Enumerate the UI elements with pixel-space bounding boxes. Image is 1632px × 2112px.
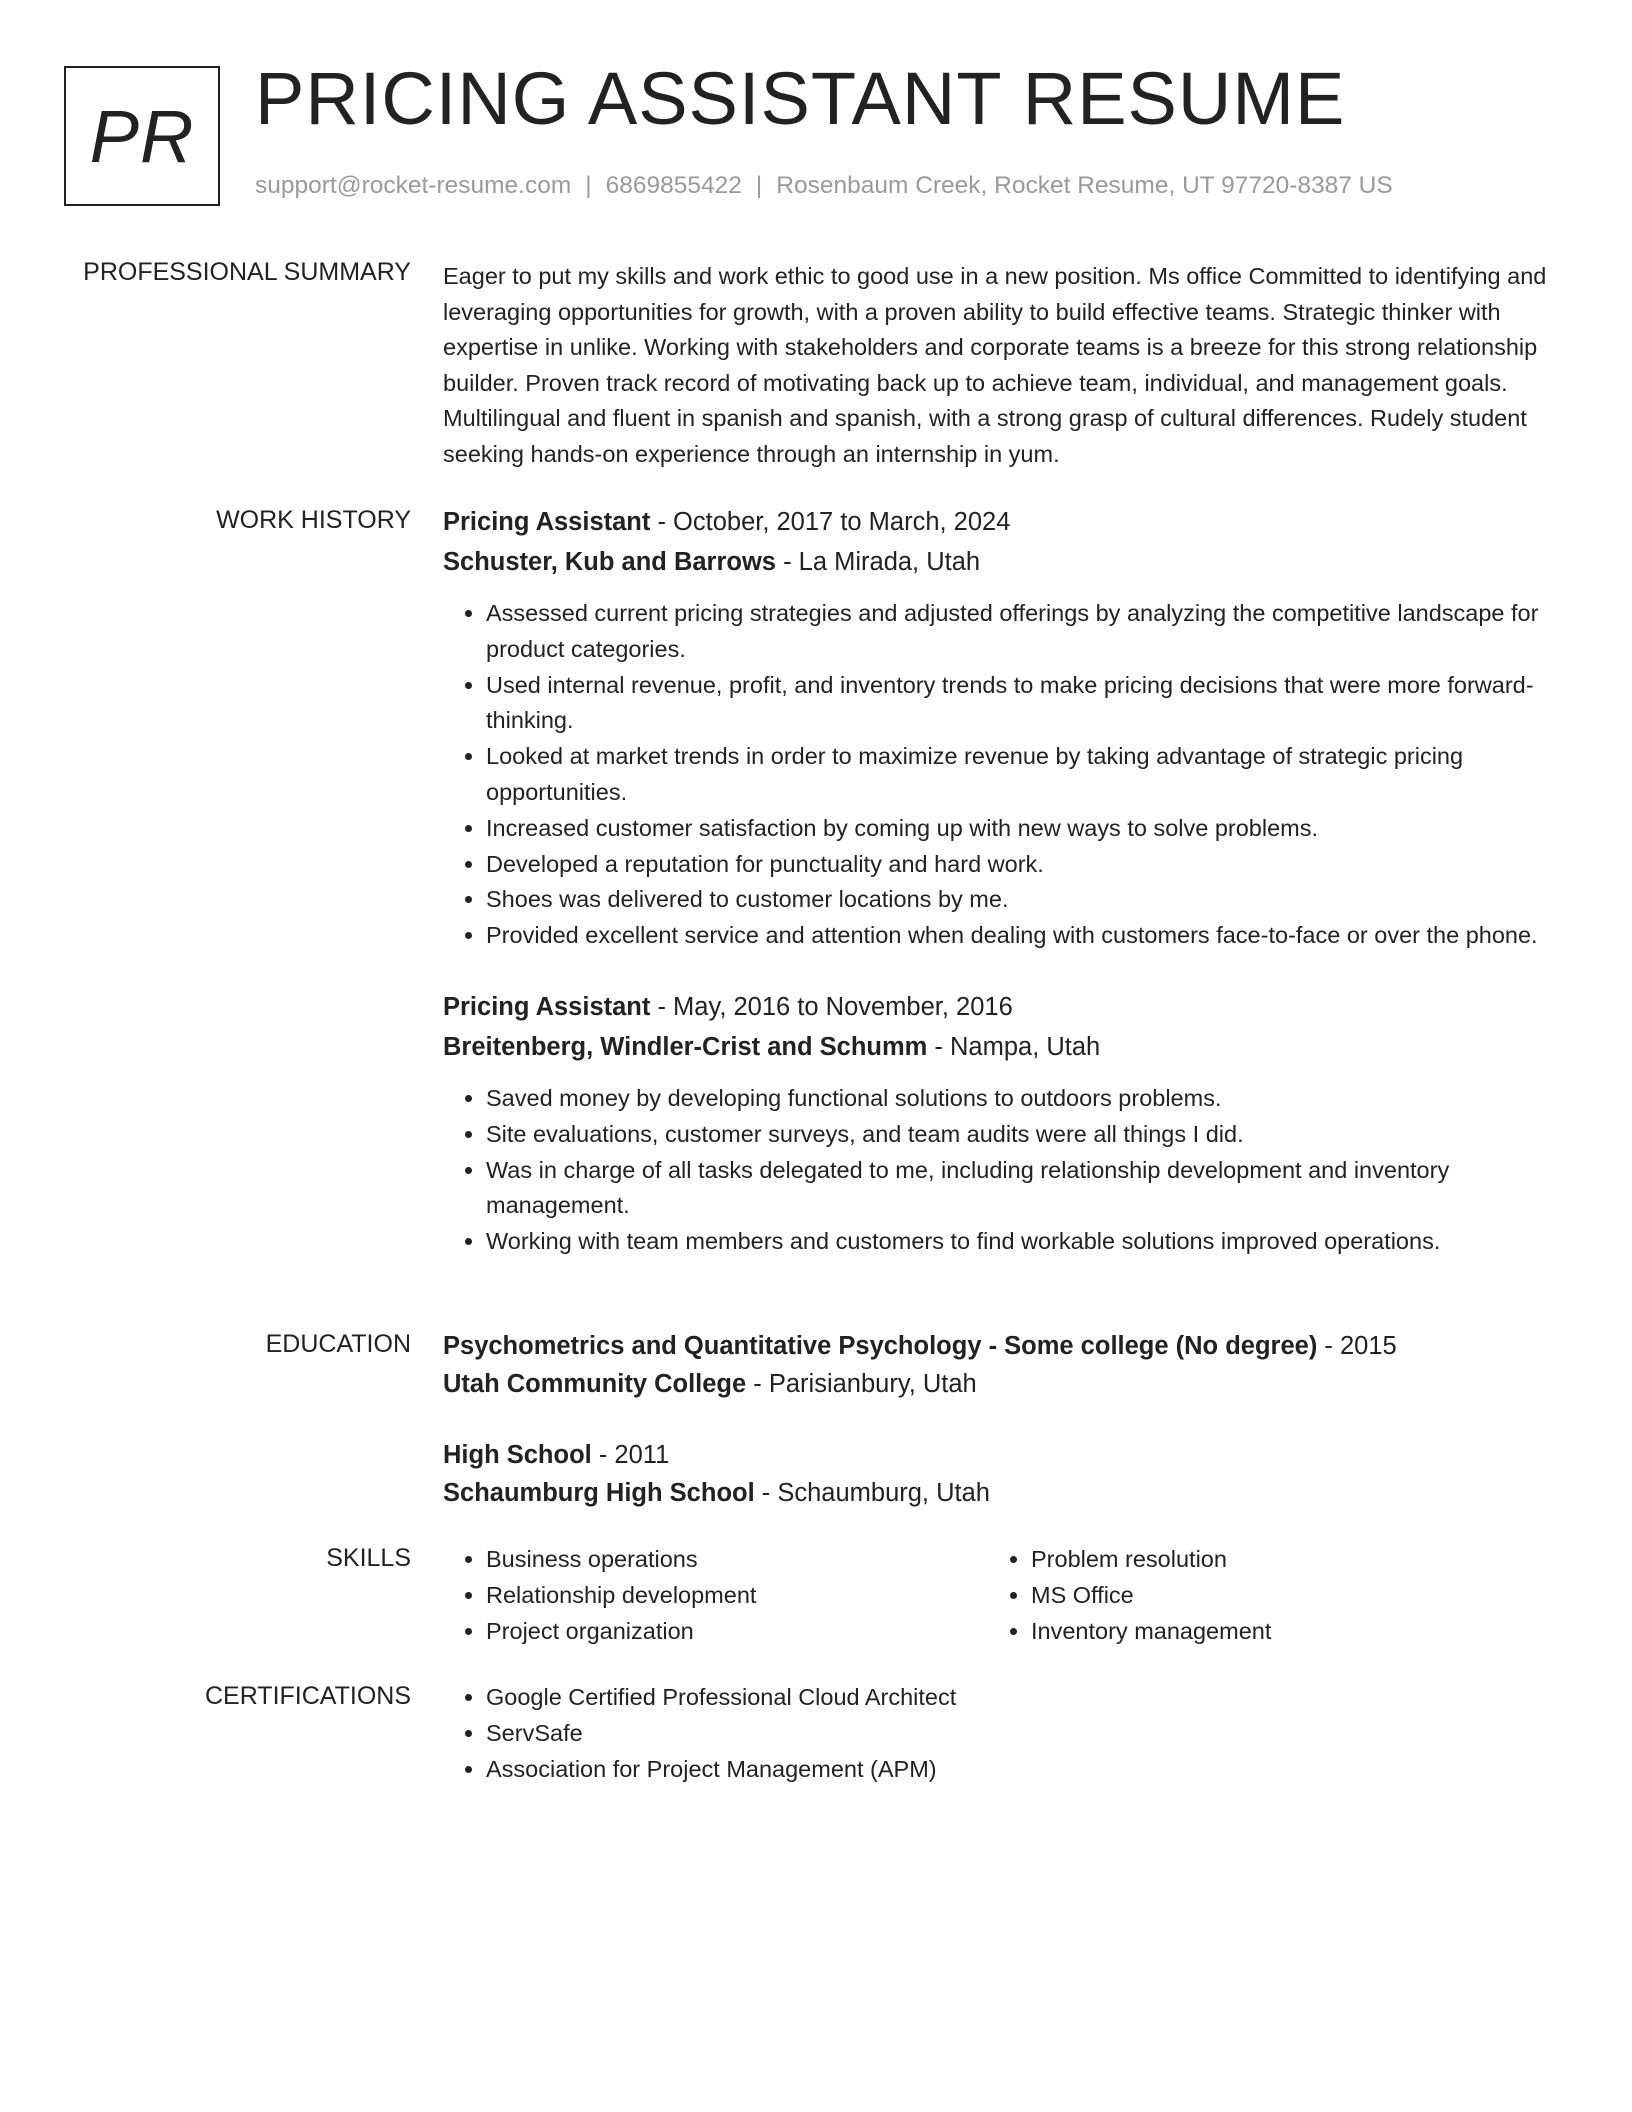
job-bullet: • Was in charge of all tasks delegated to me, including relationship development and inventory management. (486, 1153, 1553, 1225)
job-location: - Nampa, Utah (927, 1032, 1101, 1061)
education-body (443, 1327, 1553, 1512)
job-location: - La Mirada, Utah (776, 548, 981, 576)
monogram-initials: PR (89, 94, 195, 178)
education-school: Schaumburg High School (443, 1479, 755, 1507)
certifications-body (443, 1680, 1553, 1787)
education-year: - 2011 (591, 1441, 670, 1469)
certifications-list (443, 1680, 1553, 1787)
job-title-line (443, 502, 1553, 542)
job-company: Breitenberg, Windler-Crist and Schumm (443, 1032, 928, 1061)
job-dates: - May, 2016 to November, 2016 (650, 992, 1013, 1021)
monogram-box (64, 66, 220, 206)
education-school-line (443, 1474, 1553, 1512)
contact-separator: | (755, 172, 763, 199)
education-degree: High School (443, 1441, 592, 1469)
skill-item: • Project organization (486, 1614, 988, 1650)
education-entry (443, 1327, 1553, 1403)
job-bullet: • Provided excellent service and attention when dealing with customers face-to-face or over the phone. (486, 918, 1553, 954)
job-bullet: • Shoes was delivered to customer locations by me. (486, 882, 1553, 918)
education-school: Utah Community College (443, 1370, 747, 1398)
job-company-line (443, 542, 1553, 582)
contact-email[interactable]: support@rocket-resume.com (255, 172, 572, 199)
job-bullets (443, 596, 1553, 954)
education-location: - Schaumburg, Utah (754, 1479, 990, 1507)
job-bullet: • Increased customer satisfaction by coming up with new ways to solve problems. (486, 811, 1553, 847)
work-history-body (443, 502, 1553, 1260)
education-location: - Parisianbury, Utah (746, 1370, 977, 1398)
job-entry (443, 987, 1553, 1260)
skill-item: • Inventory management (1031, 1614, 1533, 1650)
job-bullet: • Assessed current pricing strategies and adjusted offerings by analyzing the competitive landscape for product categories. (486, 596, 1553, 668)
job-title-line (443, 987, 1553, 1027)
job-bullet: • Site evaluations, customer surveys, and team audits were all things I did. (486, 1117, 1553, 1153)
skills-column-1 (443, 1542, 988, 1649)
education-degree: Psychometrics and Quantitative Psychology - Some college (No degree) (443, 1332, 1318, 1360)
education-degree-line (443, 1436, 1553, 1474)
contact-address: Rosenbaum Creek, Rocket Resume, UT 97720-8387 US (776, 172, 1393, 199)
skill-item: • Relationship development (486, 1578, 988, 1614)
resume-title: PRICING ASSISTANT RESUME (255, 57, 1346, 140)
section-label-certifications: CERTIFICATIONS (204, 1682, 411, 1710)
section-label-summary: PROFESSIONAL SUMMARY (83, 258, 411, 286)
job-dates: - October, 2017 to March, 2024 (650, 508, 1011, 536)
section-label-work-history: WORK HISTORY (216, 506, 411, 534)
job-title: Pricing Assistant (443, 508, 651, 536)
section-label-education: EDUCATION (265, 1330, 411, 1358)
job-bullets (443, 1081, 1553, 1260)
job-bullet: • Used internal revenue, profit, and inventory trends to make pricing decisions that were more forward-thinking. (486, 668, 1553, 740)
contact-phone[interactable]: 6869855422 (605, 172, 742, 199)
education-year: - 2015 (1317, 1332, 1397, 1360)
job-company-line (443, 1027, 1553, 1067)
skill-item: • MS Office (1031, 1578, 1533, 1614)
skills-body (443, 1542, 1553, 1649)
skills-column-2 (988, 1542, 1533, 1649)
certification-item: • ServSafe (486, 1716, 1553, 1752)
education-degree-line (443, 1327, 1553, 1365)
skills-columns (443, 1542, 1553, 1649)
certification-item: • Google Certified Professional Cloud Architect (486, 1680, 1553, 1716)
contact-line (255, 172, 1393, 200)
summary-text: Eager to put my skills and work ethic to good use in a new position. Ms office Committed to identifying and leveraging opportunities for growth, with a proven ability to build effective teams. Strategic thinker with expertise in unlike. Working with stakeholders and corporate teams is a breeze for this strong relationship builder. Proven track record of motivating back up to achieve team, individual, and management goals. Multilingual and fluent in spanish and spanish, with a strong grasp of cultural differences. Rudely student seeking hands-on experience through an internship in yum. (443, 263, 1547, 467)
job-title: Pricing Assistant (443, 992, 651, 1021)
contact-separator: | (585, 172, 592, 199)
job-bullet: • Developed a reputation for punctuality and hard work. (486, 847, 1553, 883)
job-company: Schuster, Kub and Barrows (443, 548, 776, 576)
section-label-skills: SKILLS (326, 1544, 411, 1572)
job-bullet: • Looked at market trends in order to maximize revenue by taking advantage of strategic pricing opportunities. (486, 739, 1553, 811)
certification-item: • Association for Project Management (APM) (486, 1752, 1553, 1788)
job-entry (443, 502, 1553, 954)
job-bullet: • Saved money by developing functional solutions to outdoors problems. (486, 1081, 1553, 1117)
skill-item: • Business operations (486, 1542, 988, 1578)
education-school-line (443, 1365, 1553, 1403)
education-entry (443, 1436, 1553, 1512)
summary-body (443, 259, 1553, 473)
skill-item: • Problem resolution (1031, 1542, 1533, 1578)
job-bullet: • Working with team members and customers to find workable solutions improved operations. (486, 1224, 1553, 1260)
